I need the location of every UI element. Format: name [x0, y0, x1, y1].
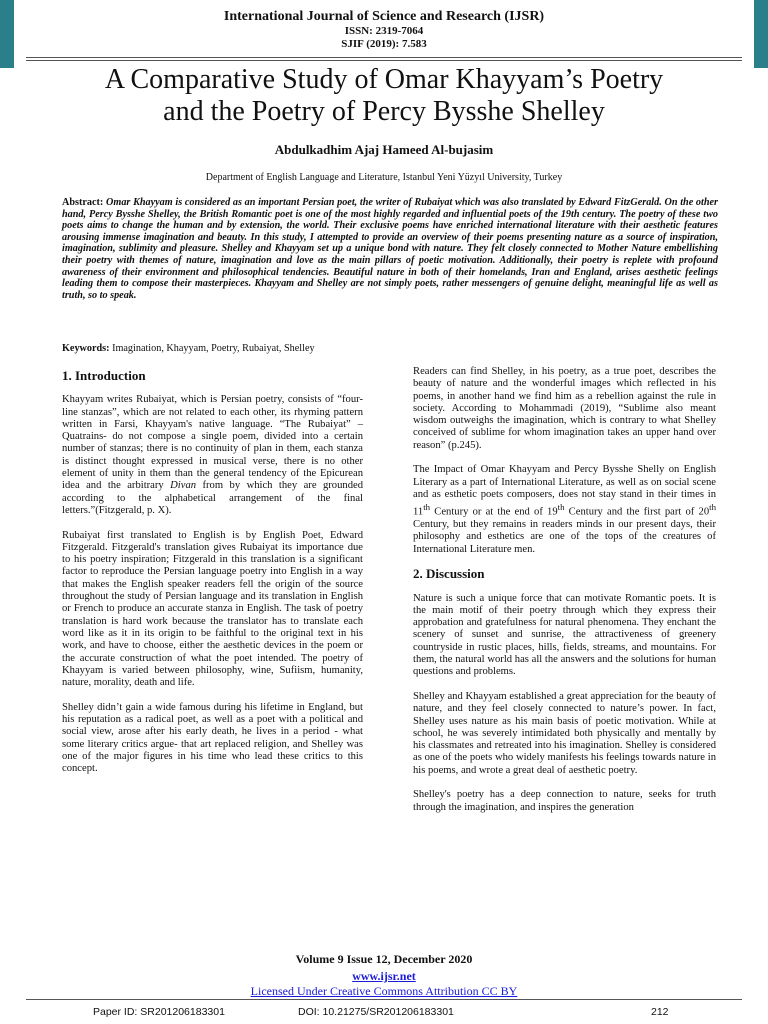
paragraph-text: The Impact of Omar Khayyam and Percy Bysshe Shelly on English Literary as a part of International Literature, as well as on social scene and as esthetic poets composers, does not stay stand in their times in 11 [413, 464, 716, 518]
author-name: Abdulkadhim Ajaj Hameed Al-bujasim [274, 142, 494, 157]
page-number: 212 [651, 1006, 669, 1018]
abstract-text: Omar Khayyam is considered as an important Persian poet, the writer of Rubaiyat which was also translated by Edward FitzGerald. On the other hand, Percy Bysshe Shelley, the British Romantic poet is one of the most highly regarded and influential poets of the 19th century. The poetry of these two poets aims to change the human and by extension, the world. Their exclusive poems have enriched international literature with their aesthetic features arousing immense imagination and beauty. In this study, I attempted to provide an overview of their poems presenting nature as a source of inspiration, imagination, sublimity and pleasure. Shelley and Khayyam set up a unique bond with nature. They felt closely connected to Mother Nature embellishing their poetry with themes of nature, imagination and love as the main pillars of poetic motivation. Additionally, their poetry is replete with profound awareness of their environment and philosophical tendencies. Beautiful nature in both of their homelands, Iran and England, arises aesthetic feelings leading them to compose their masterpieces. Khayyam and Shelley are not simply poets, rather messengers of genuine delight, meaningful life as well as truth, so to speak. [62, 197, 719, 301]
paragraph: Shelley didn’t gain a wide famous during his lifetime in England, but his reputation as a radical poet, as well as a poet with a political and social view, arose after his early death, he lives in a period - what some literary critics argue- that art replaced religion, and Shelley was one of the major figures in his time who lead these critics to this concept. [62, 701, 363, 775]
abstract-label: Abstract: [62, 197, 104, 208]
divan-term: Divan [170, 480, 197, 492]
issn: ISSN: 2319-7064 [344, 25, 424, 37]
abstract [62, 197, 718, 301]
journal-url-link[interactable]: www.ijsr.net [352, 969, 416, 983]
paragraph: Nature is such a unique force that can motivate Romantic poets. It is the main motif of their poetry through which they express their approbation and gratefulness for natural phenomena. They enchant the scenery of sunset and sunrise, the attractiveness of greenery countryside in rustic places, hills, fields, streams, and mountains. For them, the natural world has all the answers and the solutions for human questions and problems. [413, 592, 716, 678]
header-rule [26, 57, 742, 58]
footer-rule [26, 999, 742, 1000]
journal-header [0, 9, 768, 51]
sjif: SJIF (2019): 7.583 [341, 38, 427, 50]
author-affiliation: Department of English Language and Literature, Istanbul Yeni Yüzyıl University, Turkey [205, 172, 563, 183]
superscript: th [557, 502, 565, 513]
paragraph [413, 464, 716, 556]
superscript: th [709, 502, 716, 513]
header-rule-2 [26, 60, 742, 61]
left-column [62, 367, 363, 788]
paragraph-text: from by which they are grounded according to the alphabetical arrangement of the final letters.”(Fitzgerald, p. X). [62, 480, 363, 516]
paper-id: Paper ID: SR201206183301 [93, 1006, 225, 1018]
right-column [413, 366, 716, 826]
paragraph [62, 394, 363, 517]
paper-title [20, 64, 748, 128]
paragraph: Shelley and Khayyam established a great appreciation for the beauty of nature, and they feel closely connected to nature’s power. In fact, Shelley uses nature as his main basis of poetic motivation. While at school, he was severely intimidated both physically and mentally by his classmates and retreated into his imagination. Shelley is considered as one of the poets who widely manifests his feelings towards nature in his poems, and wrote a great deal of aesthetic poetry. [413, 690, 716, 776]
page-footer [0, 952, 768, 999]
keywords-text: Imagination, Khayyam, Poetry, Rubaiyat, Shelley [112, 343, 315, 354]
journal-name: International Journal of Science and Research (IJSR) [223, 9, 545, 24]
keywords [62, 343, 315, 354]
paper-title-line-1: A Comparative Study of Omar Khayyam’s Poetry [104, 64, 664, 95]
superscript: th [423, 502, 431, 513]
paragraph: Shelley's poetry has a deep connection to nature, seeks for truth through the imagination, and inspires the generation [413, 789, 716, 813]
paragraph-text: Century or at the end of 19 [430, 506, 558, 518]
doi: DOI: 10.21275/SR201206183301 [298, 1006, 454, 1018]
paragraph-text: Khayyam writes Rubaiyat, which is Persian poetry, consists of “four-line stanzas”, which are not related to each other, its rhyming pattern written in Farsi, Khayyam's native language. “The Rubaiyat” – Quatrains- do not compose a single poem, divided into a certain number of stanzas; there is no continuity of plan in them, each stanza is distinct thought expressed in musical verse, there is no other element of unity in them than the general tendency of the Epicurean idea and the arbitrary [62, 394, 363, 492]
paper-title-line-2: and the Poetry of Percy Bysshe Shelley [163, 96, 605, 127]
keywords-label: Keywords: [62, 343, 110, 354]
volume-issue: Volume 9 Issue 12, December 2020 [295, 952, 473, 966]
paragraph-text: Century, but they remains in readers minds in our present days, their philosophy and esthetics are one of the tops of the creatures of International Literature men. [413, 519, 716, 555]
section-heading-discussion: 2. Discussion [413, 566, 485, 582]
paragraph-text: Century and the first part of 20 [564, 506, 710, 518]
paragraph: Rubaiyat first translated to English is by English Poet, Edward Fitzgerald. Fitzgerald's translation gives Rubaiyat its importance due to his poetry inspiration; Fitzgerald in this translation is a significant factor to reproduce the Persian language poetry into English in a way that makes the English speaker readers fell the origin of the source throughout the study of Persian language and its translation in English or French to produce an accurate stanza in English. The task of poetry translation is hard work because the translator has to translate each word like as it in its origin to be faithful to the original text in his work, and have to choose, either the aesthetic devices in the poem or the accurate construction of what the poet intended. The poetry of Khayyam is varied between philosophy, wine, Sufiism, humanity, nature, morality, death and life. [62, 529, 363, 689]
section-heading-introduction: 1. Introduction [62, 368, 146, 383]
license-link[interactable]: Licensed Under Creative Commons Attribution CC BY [250, 984, 518, 998]
paragraph: Readers can find Shelley, in his poetry, as a true poet, describes the beauty of nature and the wonderful images which reflected in his poems, in another hand we find him as a rebellion against the rule in society. According to Mohammadi (2019), “Sublime also meant wisdom outweighs the imagination, which is contrary to what Shelley conceived of sublime for whom imagination takes an upper hand over reason” (p.245). [413, 366, 716, 451]
